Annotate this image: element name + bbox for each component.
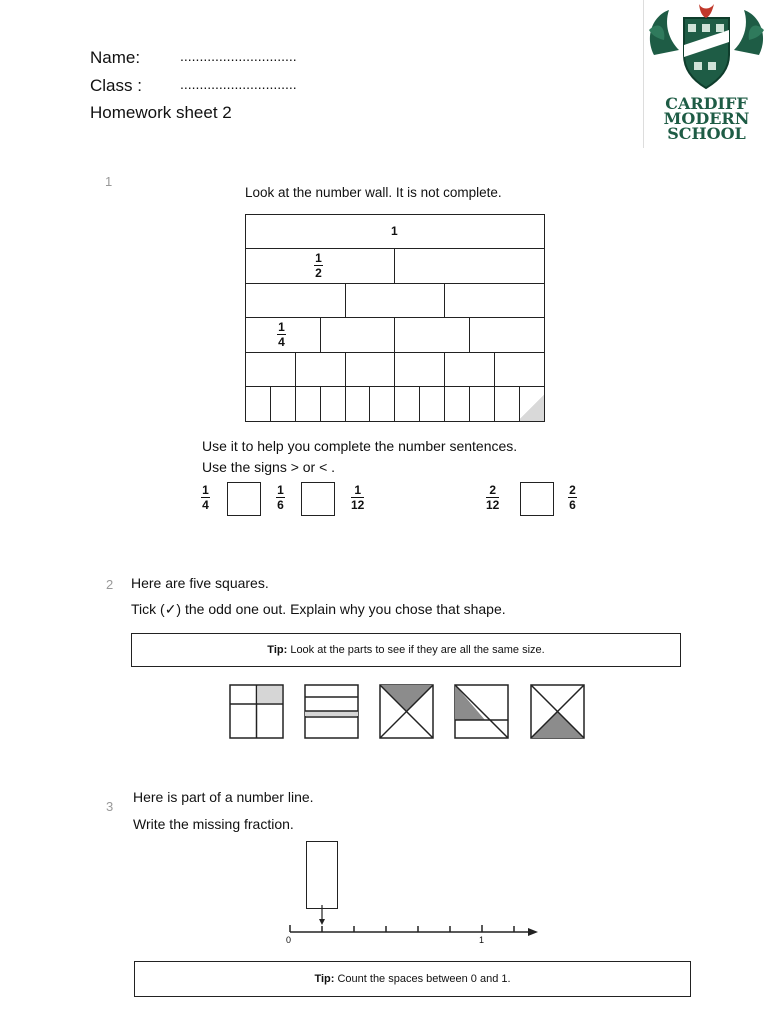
- wall-cell: [245, 248, 396, 286]
- fraction-denominator: 2: [315, 265, 322, 280]
- fraction-numerator: 1: [354, 483, 362, 497]
- class-label: Class :: [90, 76, 142, 95]
- number-line-one-label: 1: [479, 935, 485, 945]
- wall-cell[interactable]: [444, 283, 545, 320]
- tip-text: Look at the parts to see if they are all the same size.: [287, 644, 545, 656]
- square-option-2[interactable]: [304, 684, 359, 739]
- name-blank[interactable]: ..............................: [180, 48, 297, 64]
- q2-tip-box: [131, 633, 681, 667]
- q3-line-2: Write the missing fraction.: [133, 816, 294, 832]
- sentence1-fraction-c: [351, 484, 364, 511]
- q2-line-1: Here are five squares.: [131, 575, 269, 591]
- wall-cell[interactable]: [469, 386, 495, 423]
- name-label: Name:: [90, 48, 141, 67]
- wall-cell[interactable]: [369, 386, 395, 423]
- wall-row-thirds: [245, 284, 545, 319]
- wall-cell[interactable]: [345, 283, 446, 320]
- wall-row-sixths: [245, 353, 545, 388]
- wall-whole-label: 1: [391, 223, 398, 238]
- fraction-numerator: 2: [569, 483, 576, 497]
- wall-cell[interactable]: [494, 352, 545, 389]
- question-2-number: 2: [106, 577, 114, 592]
- wall-cell[interactable]: [394, 317, 470, 355]
- q3-line-1: Here is part of a number line.: [133, 789, 314, 805]
- sentence1-fraction-a: [201, 484, 210, 511]
- answer-box-1b[interactable]: [301, 482, 335, 516]
- wall-cell[interactable]: [394, 386, 420, 423]
- wall-cell: [245, 214, 545, 251]
- wall-half-fraction: [314, 252, 323, 279]
- sentence1-fraction-b: [276, 484, 285, 511]
- wall-cell[interactable]: [245, 386, 271, 423]
- q2-line-2: Tick (✓) the odd one out. Explain why you chose that shape.: [131, 601, 506, 617]
- wall-row-halves: [245, 249, 545, 285]
- wall-row-twelfths: [245, 387, 545, 422]
- wall-cell[interactable]: [245, 283, 346, 320]
- wall-cell[interactable]: [519, 386, 545, 423]
- answer-box-1a[interactable]: [227, 482, 261, 516]
- wall-cell[interactable]: [394, 352, 445, 389]
- wall-cell[interactable]: [444, 386, 470, 423]
- school-logo: [643, 0, 768, 148]
- wall-cell: [245, 317, 321, 355]
- fraction-numerator: 1: [277, 483, 284, 497]
- wall-cell[interactable]: [295, 352, 346, 389]
- wall-cell[interactable]: [419, 386, 445, 423]
- wall-quarter-fraction: [277, 321, 286, 348]
- fraction-denominator: 4: [202, 498, 209, 512]
- crest-icon: [644, 0, 768, 95]
- fraction-numerator: 1: [278, 319, 285, 334]
- wall-row-wholes: [245, 215, 545, 250]
- answer-box-2[interactable]: [520, 482, 554, 516]
- wall-row-quarters: [245, 318, 545, 354]
- tip-label: Tip:: [314, 973, 335, 985]
- square-option-5[interactable]: [530, 684, 585, 739]
- missing-fraction-answer-box[interactable]: [306, 841, 338, 909]
- wall-cell[interactable]: [394, 248, 545, 286]
- class-blank[interactable]: ..............................: [180, 76, 297, 92]
- wall-cell[interactable]: [245, 352, 296, 389]
- wall-cell[interactable]: [320, 317, 396, 355]
- q1-instruction-1: Use it to help you complete the number sentences.: [202, 438, 518, 454]
- tip-label: Tip:: [267, 644, 288, 656]
- logo-line-1: CARDIFF: [665, 94, 748, 113]
- wall-cell[interactable]: [494, 386, 520, 423]
- wall-cell[interactable]: [270, 386, 296, 423]
- fraction-denominator: 6: [277, 498, 284, 512]
- fraction-denominator: 12: [351, 498, 365, 512]
- tip-text: Count the spaces between 0 and 1.: [334, 973, 511, 985]
- question-3-number: 3: [106, 799, 114, 814]
- logo-line-2: MODERN: [663, 109, 750, 128]
- fraction-numerator: 1: [202, 483, 209, 497]
- fraction-numerator: 2: [489, 483, 497, 497]
- wall-cell[interactable]: [345, 386, 371, 423]
- sheet-title: Homework sheet 2: [90, 103, 232, 122]
- fraction-denominator: 12: [486, 498, 500, 512]
- wall-cell[interactable]: [295, 386, 321, 423]
- q1-instruction-2: Use the signs > or < .: [202, 459, 336, 475]
- number-line: [280, 905, 545, 945]
- wall-cell[interactable]: [345, 352, 396, 389]
- fraction-denominator: 4: [278, 334, 285, 349]
- square-option-1[interactable]: [229, 684, 284, 739]
- wall-cell[interactable]: [469, 317, 545, 355]
- q3-tip-box: [134, 961, 691, 997]
- square-option-3[interactable]: [379, 684, 434, 739]
- sentence2-fraction-b: [568, 484, 577, 511]
- q1-intro: Look at the number wall. It is not complete.: [245, 185, 502, 200]
- question-1-number: 1: [105, 174, 113, 189]
- fraction-denominator: 6: [569, 498, 576, 512]
- sentence2-fraction-a: [486, 484, 499, 511]
- wall-cell[interactable]: [444, 352, 495, 389]
- fraction-numerator: 1: [315, 250, 322, 265]
- square-option-4[interactable]: [454, 684, 509, 739]
- logo-line-3: SCHOOL: [667, 124, 746, 143]
- wall-cell[interactable]: [320, 386, 346, 423]
- number-line-zero-label: 0: [286, 935, 292, 945]
